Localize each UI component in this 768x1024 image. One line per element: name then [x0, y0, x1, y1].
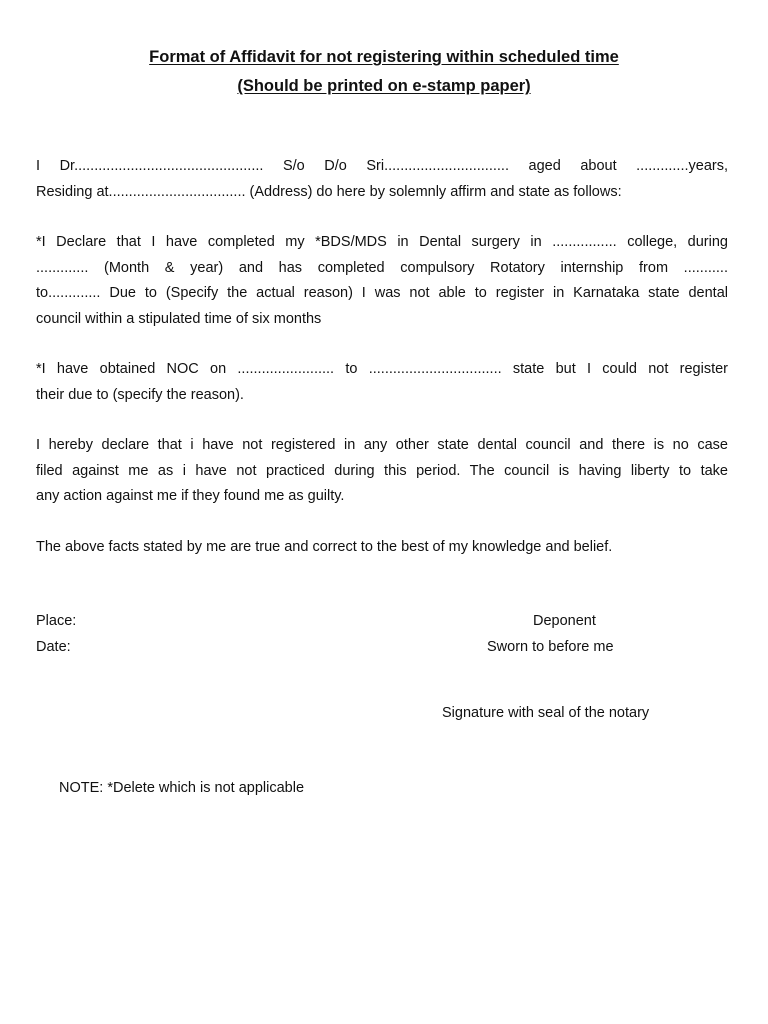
completion-declaration-paragraph — [36, 230, 728, 332]
paragraph-line: *I Declare that I have completed my *BDS/MDS in Dental surgery in ................ college, during — [36, 234, 728, 250]
paragraph-line: their due to (specify the reason). — [36, 386, 244, 403]
truth-statement-paragraph — [36, 535, 728, 561]
declarant-details-paragraph — [36, 154, 728, 205]
document-title: Format of Affidavit for not registering within scheduled time — [149, 48, 619, 66]
paragraph-line: any action against me if they found me as guilty. — [36, 488, 345, 504]
sworn-label: Sworn to before me — [487, 639, 614, 655]
paragraph-line: The above facts stated by me are true and correct to the best of my knowledge and belief. — [36, 539, 613, 555]
note-text: NOTE: *Delete which is not applicable — [59, 780, 305, 796]
paragraph-line: council within a stipulated time of six months — [36, 310, 322, 327]
paragraph-line: I Dr............................................... S/o D/o Sri............................... aged about .............years, — [36, 158, 728, 174]
notary-signature-label: Signature with seal of the notary — [442, 705, 650, 721]
paragraph-line: filed against me as i have not practiced during this period. The council is having liberty to take — [36, 462, 728, 479]
paragraph-line: Residing at.................................. (Address) do here by solemnly affirm and state as follows: — [36, 183, 622, 200]
paragraph-line: to............. Due to (Specify the actual reason) I was not able to register in Karnataka state dental — [36, 285, 728, 301]
document-subtitle: (Should be printed on e-stamp paper) — [237, 77, 531, 95]
paragraph-line: ............. (Month & year) and has completed compulsory Rotatory internship from ........... — [36, 259, 728, 276]
paragraph-line: I hereby declare that i have not registered in any other state dental council and there is no case — [36, 437, 728, 453]
place-label: Place: — [36, 613, 77, 629]
deponent-label: Deponent — [533, 613, 596, 629]
paragraph-line: *I have obtained NOC on ........................ to ................................. state but I could not register — [36, 361, 728, 377]
date-label: Date: — [36, 639, 71, 655]
non-registration-declaration-paragraph — [36, 433, 728, 510]
noc-paragraph — [36, 357, 728, 408]
